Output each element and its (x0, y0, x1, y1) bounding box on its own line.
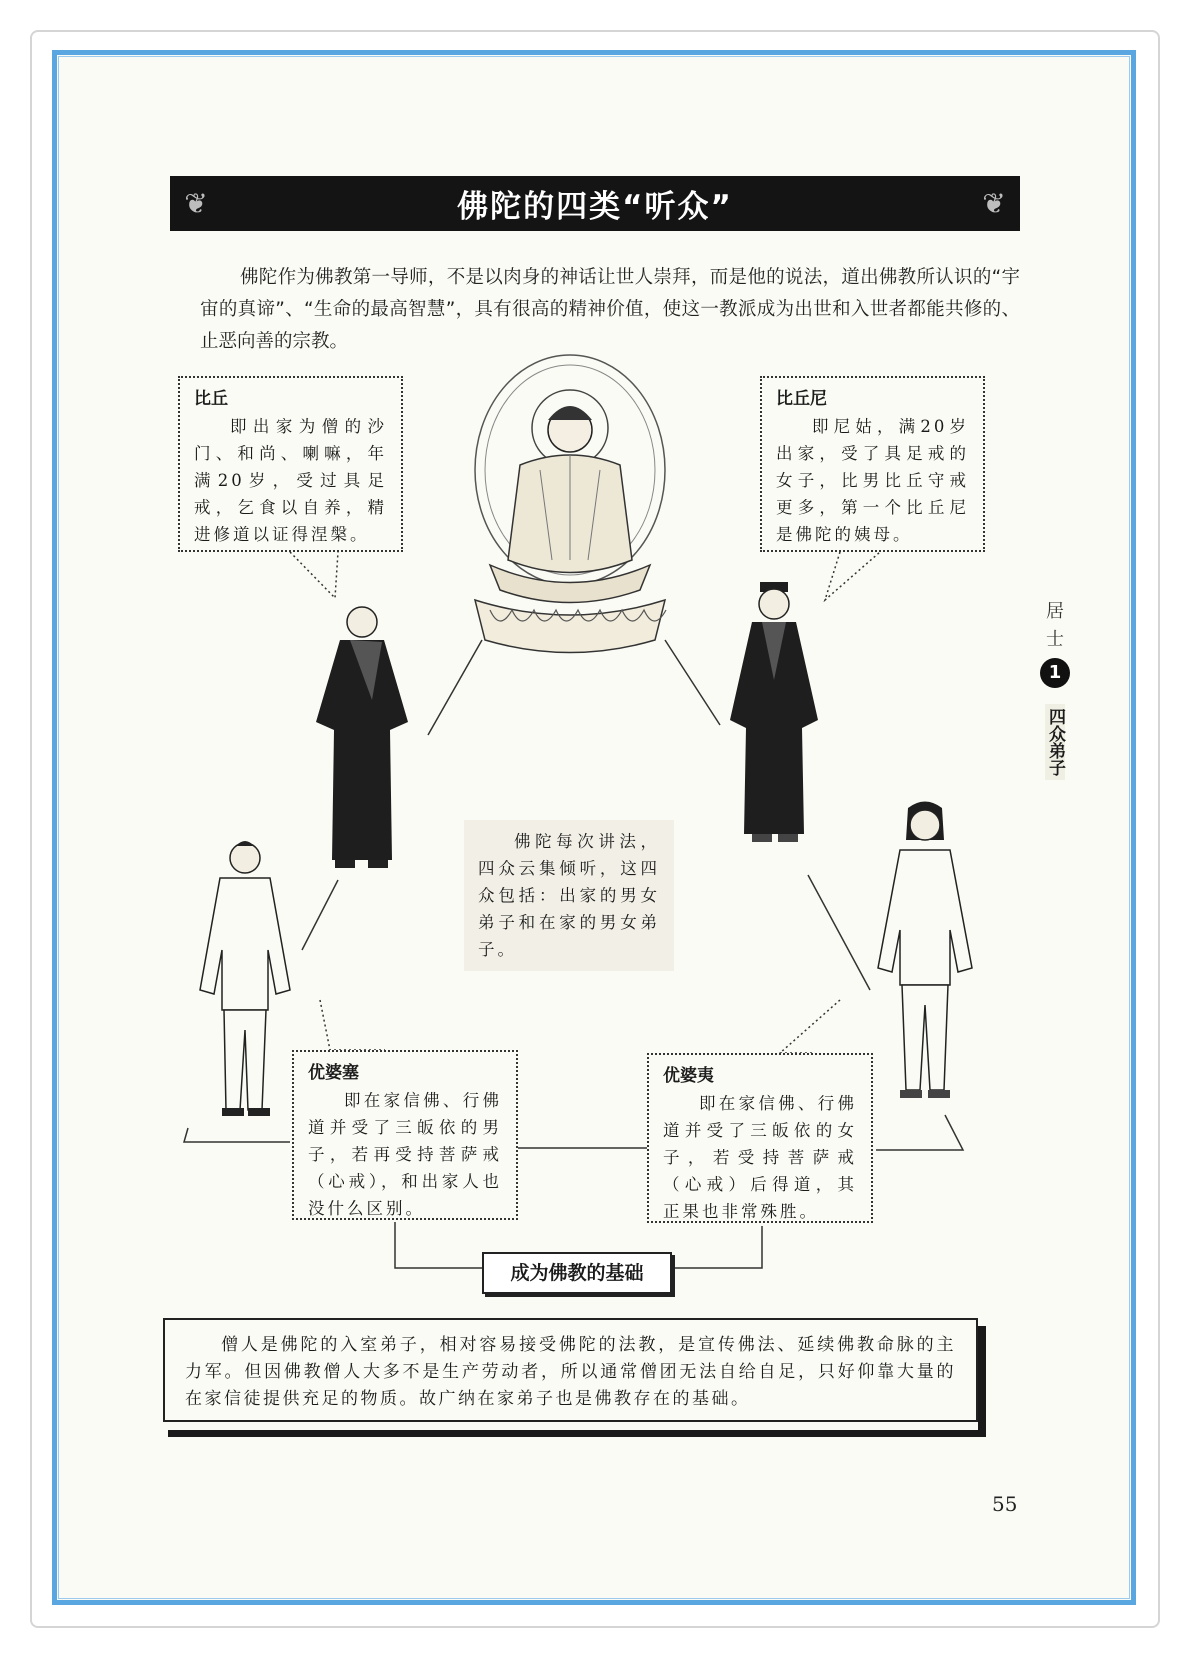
buddha-figure-icon (475, 355, 666, 653)
nun-figure-icon (730, 582, 818, 842)
callout-youposai (292, 1050, 518, 1220)
section-label: 四众弟子 (1045, 704, 1065, 780)
callout-title: 优婆塞 (308, 1063, 359, 1083)
callout-biqiu (178, 376, 403, 552)
callout-youpoyi (647, 1053, 873, 1223)
summary-text: 僧人是佛陀的入室弟子，相对容易接受佛陀的法教，是宣传佛法、延续佛教命脉的主力军。但因佛教僧人大多不是生产劳动者，所以通常僧团无法自给自足，只好仰靠大量的在家信徒提供充足的物质。故广纳在家弟子也是佛教存在的基础。 (185, 1335, 956, 1409)
callout-title: 优婆夷 (663, 1066, 714, 1086)
title-banner (170, 176, 1020, 231)
center-note (464, 820, 674, 971)
callout-biqiuni (760, 376, 985, 552)
laywoman-figure-icon (878, 802, 972, 1099)
summary-shadow-bottom (168, 1430, 986, 1437)
summary-shadow-right (978, 1326, 986, 1430)
callout-body: 即出家为僧的沙门、和尚、喇嘛，年满20岁，受过具足戒，乞食以自养，精进修道以证得涅槃。 (194, 417, 387, 544)
intro-paragraph: 佛陀作为佛教第一导师，不是以肉身的神话让世人崇拜，而是他的说法，道出佛教所认识的“宇宙的真谛”、“生命的最高智慧”，具有很高的精神价值，使这一教派成为出世和入世者都能共修的、止恶向善的宗教。 (200, 267, 1020, 352)
ornament-left-icon: ❦ (184, 187, 208, 220)
monk-figure-icon (316, 607, 408, 868)
callout-title: 比丘 (194, 389, 228, 409)
center-note-text: 佛陀每次讲法，四众云集倾听，这四众包括：出家的男女弟子和在家的男女弟子。 (478, 832, 660, 959)
callout-body: 即在家信佛、行佛道并受了三皈依的女子，若受持菩萨戒（心戒）后得道，其正果也非常殊胜。 (663, 1094, 857, 1221)
foundation-label: 成为佛教的基础 (482, 1252, 672, 1294)
layman-figure-icon (200, 841, 290, 1116)
callout-body: 即尼姑，满20岁出家，受了具足戒的女子，比男比丘守戒更多，第一个比丘尼是佛陀的姨母。 (776, 417, 969, 544)
summary-box (163, 1318, 978, 1422)
page-number: 55 (992, 1492, 1018, 1516)
side-chapter-nav (1038, 598, 1072, 784)
callout-body: 即在家信佛、行佛道并受了三皈依的男子，若再受持菩萨戒（心戒），和出家人也没什么区别。 (308, 1091, 502, 1218)
ornament-right-icon: ❦ (982, 187, 1006, 220)
callout-title: 比丘尼 (776, 389, 827, 409)
chapter-number-badge: 1 (1040, 658, 1070, 688)
page-title: 佛陀的四类“听众” (457, 189, 733, 225)
chapter-label: 居士 (1046, 601, 1064, 650)
